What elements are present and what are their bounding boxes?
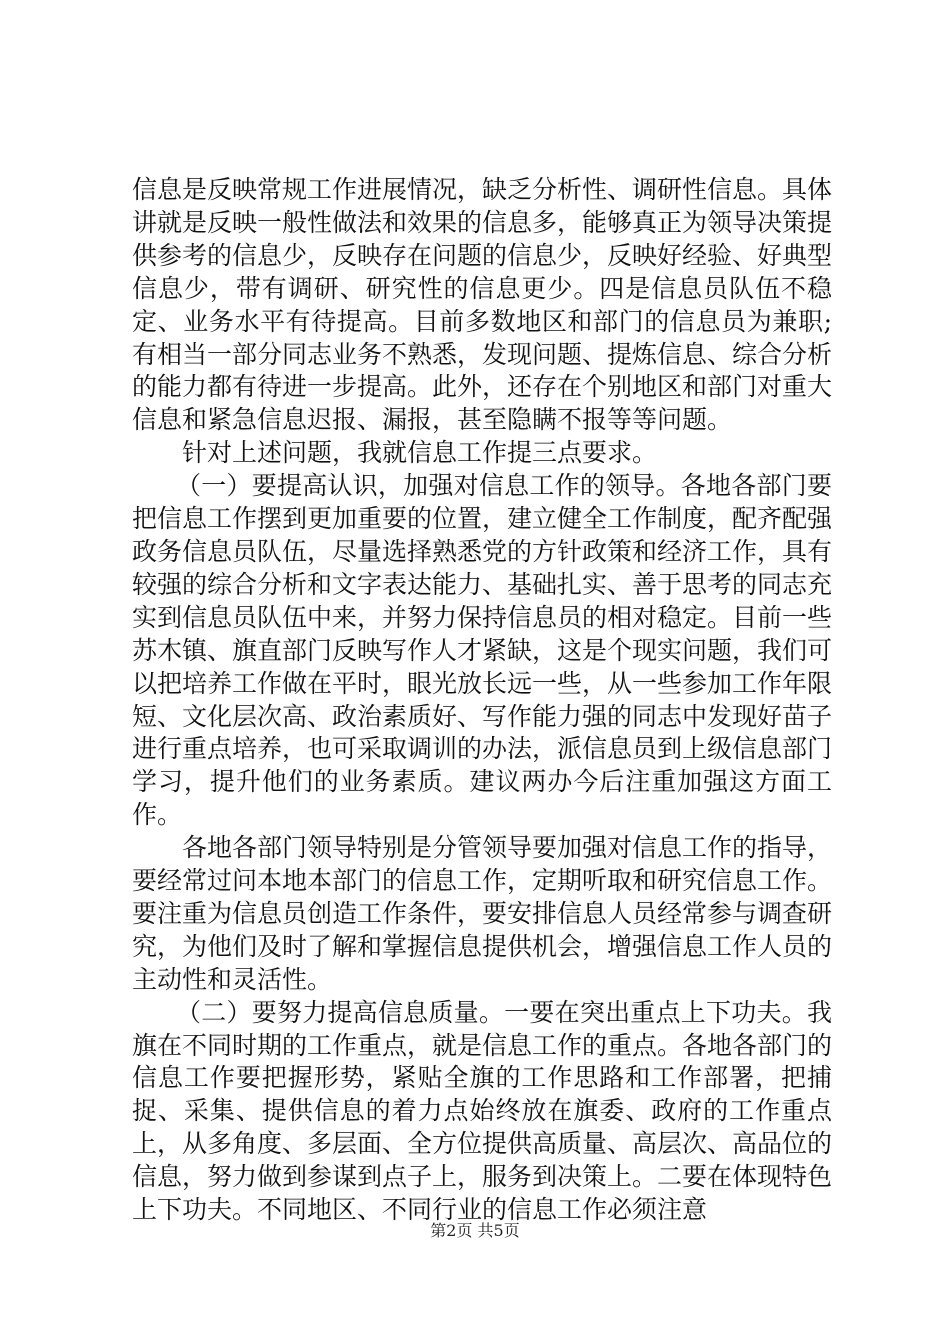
page-number: 第2页 共5页 <box>430 1221 520 1240</box>
paragraph-5: （二）要努力提高信息质量。一要在突出重点上下功夫。我旗在不同时期的工作重点，就是信息工作的重点。各地各部门的信息工作要把握形势，紧贴全旗的工作思路和工作部署，把捕捉、采集、提供信息的着力点始终放在旗委、政府的工作重点上，从多角度、多层面、全方位提供高质量、高层次、高品位的信息，努力做到参谋到点子上，服务到决策上。二要在体现特色上下功夫。不同地区、不同行业的信息工作必须注意 <box>132 997 833 1225</box>
paragraph-3: （一）要提高认识，加强对信息工作的领导。各地各部门要把信息工作摆到更加重要的位置，建立健全工作制度，配齐配强政务信息员队伍，尽量选择熟悉党的方针政策和经济工作，具有较强的综合分析和文字表达能力、基础扎实、善于思考的同志充实到信息员队伍中来，并努力保持信息员的相对稳定。目前一些苏木镇、旗直部门反映写作人才紧缺，这是个现实问题，我们可以把培养工作做在平时，眼光放长远一些，从一些参加工作年限短、文化层次高、政治素质好、写作能力强的同志中发现好苗子进行重点培养，也可采取调训的办法，派信息员到上级信息部门学习，提升他们的业务素质。建议两办今后注重加强这方面工作。 <box>132 471 833 830</box>
paragraph-4: 各地各部门领导特别是分管领导要加强对信息工作的指导，要经常过问本地本部门的信息工作，定期听取和研究信息工作。要注重为信息员创造工作条件，要安排信息人员经常参与调查研究，为他们及时了解和掌握信息提供机会，增强信息工作人员的主动性和灵活性。 <box>132 833 833 994</box>
document-body <box>132 174 832 1227</box>
paragraph-2: 针对上述问题，我就信息工作提三点要求。 <box>182 438 658 468</box>
paragraph-1: 信息是反映常规工作进展情况，缺乏分析性、调研性信息。具体讲就是反映一般性做法和效果的信息多，能够真正为领导决策提供参考的信息少，反映存在问题的信息少，反映好经验、好典型信息少，带有调研、研究性的信息更少。四是信息员队伍不稳定、业务水平有待提高。目前多数地区和部门的信息员为兼职;有相当一部分同志业务不熟悉，发现问题、提炼信息、综合分析的能力都有待进一步提高。此外，还存在个别地区和部门对重大信息和紧急信息迟报、漏报，甚至隐瞒不报等等问题。 <box>132 175 833 435</box>
